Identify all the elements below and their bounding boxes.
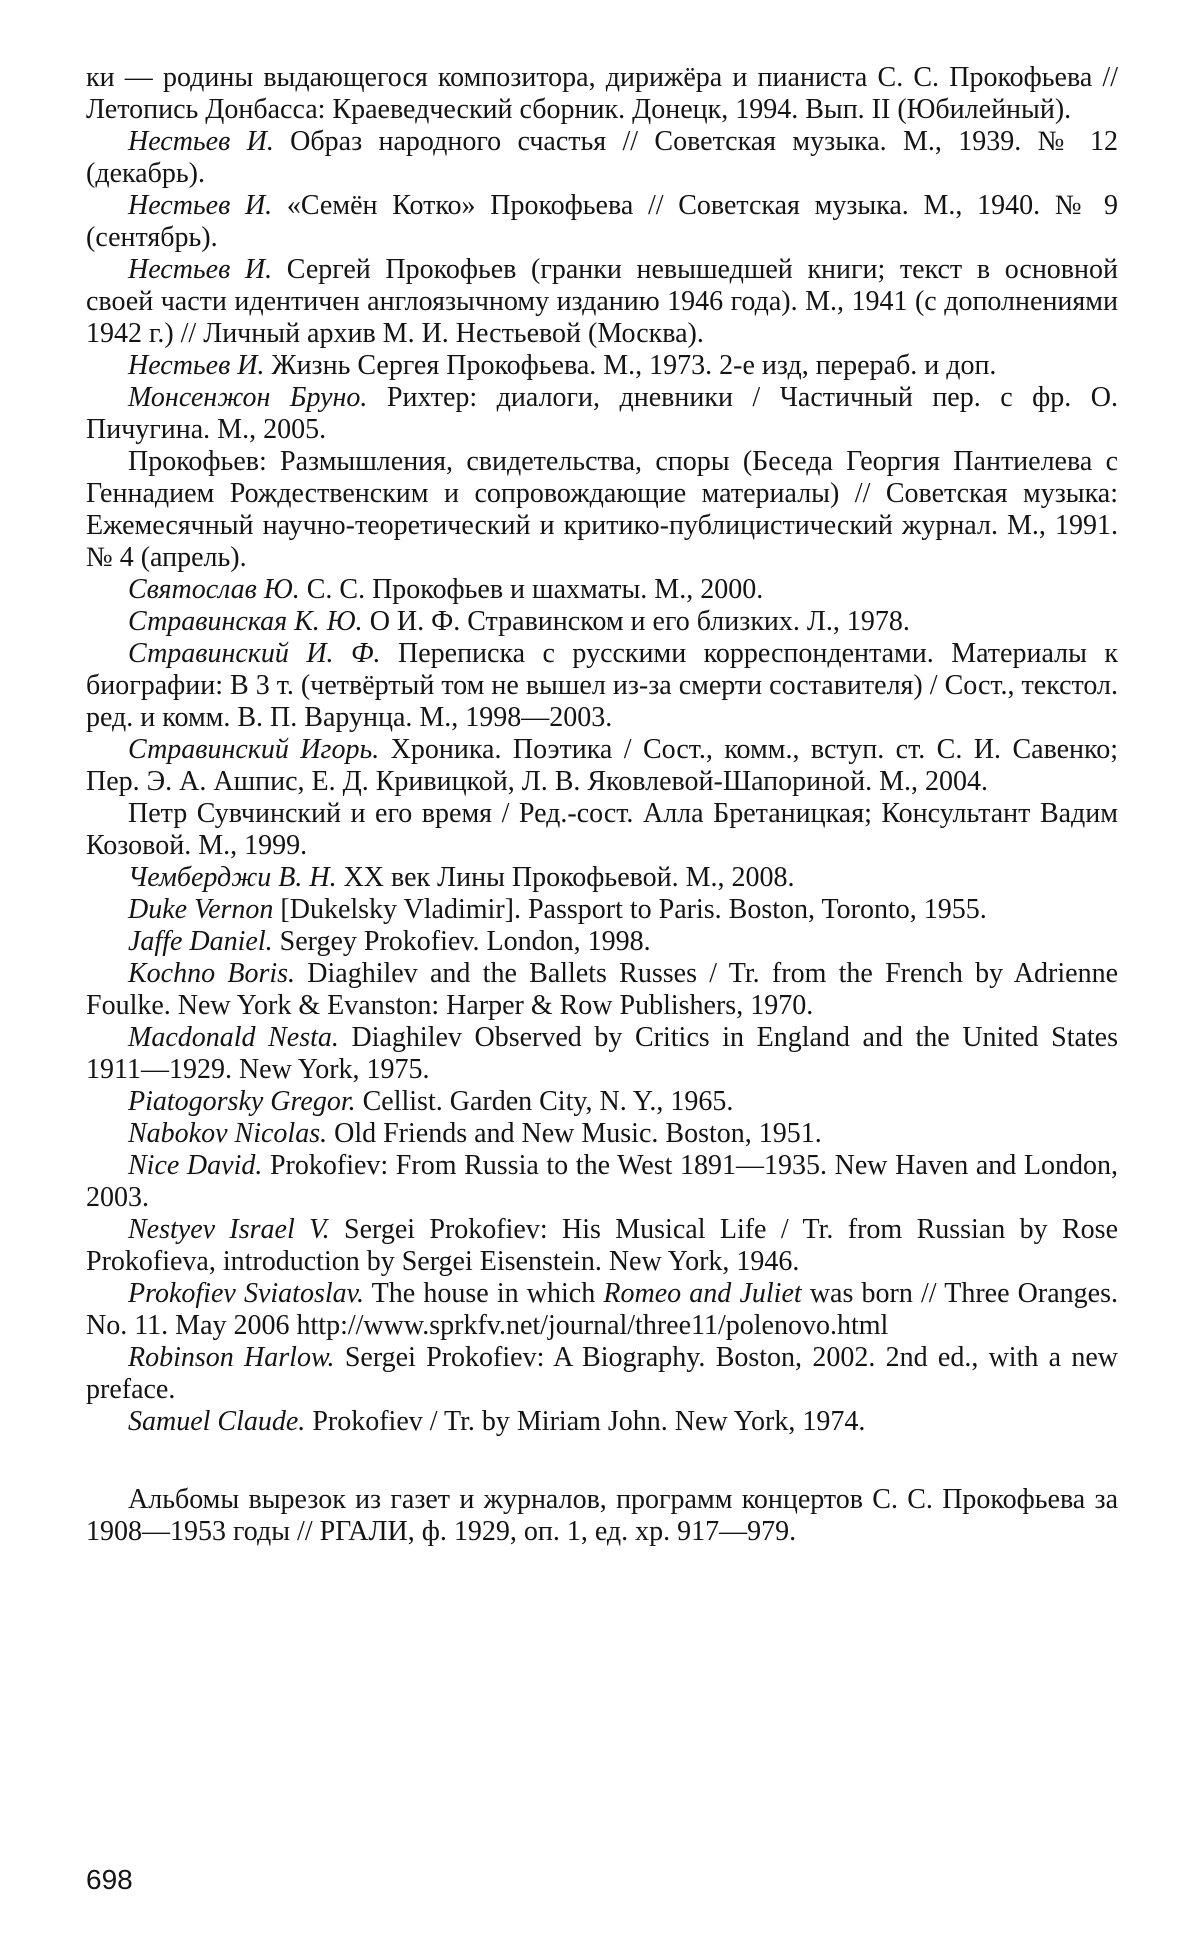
bibliography-entry: [86, 606, 1118, 638]
entry-author: Нестьев И.: [128, 350, 265, 381]
entry-text: [Dukelsky Vladimir]. Passport to Paris. Boston, Toronto, 1955.: [273, 894, 987, 925]
entry-author: Robinson Harlow.: [128, 1342, 335, 1373]
bibliography-entry: [86, 574, 1118, 606]
entry-author: Чемберджи В. Н.: [128, 862, 337, 893]
entry-text: Diaghilev Observed by Critics in England and the United States 1911—1929. New York, 1975.: [86, 1022, 1119, 1085]
entry-author: Prokofiev Sviatoslav.: [128, 1278, 364, 1309]
bibliography-entry: [86, 926, 1118, 958]
entry-author: Нестьев И.: [128, 254, 273, 285]
entry-text: Сергей Прокофьев (гранки невышедшей книги; текст в основной своей части идентичен англоязычному изданию 1946 года). М., 1941 (с дополнениями 1942 г.) // Личный архив М. И. Нестьевой (Москва).: [86, 254, 1118, 349]
entry-text: Жизнь Сергея Прокофьева. М., 1973. 2-е изд, перераб. и доп.: [264, 350, 997, 381]
bibliography-entry: [86, 1406, 1118, 1438]
bibliography-entry: [86, 62, 1118, 126]
entry-author: Nabokov Nicolas.: [128, 1118, 328, 1149]
entry-text: Prokofiev: From Russia to the West 1891—1935. New Haven and London, 2003.: [86, 1150, 1118, 1213]
entry-author: Kochno Boris.: [128, 958, 296, 989]
entry-text: Prokofiev / Tr. by Miriam John. New York, 1974.: [305, 1406, 866, 1437]
bibliography-entry: [86, 190, 1118, 254]
entry-author: Piatogorsky Gregor.: [128, 1086, 356, 1117]
entry-text: «Семён Котко» Прокофьева // Советская музыка. М., 1940. № 9 (сентябрь).: [86, 190, 1118, 253]
entry-author: Святослав Ю.: [128, 574, 300, 605]
bibliography-entry: [86, 1150, 1118, 1214]
entry-text: Переписка с русскими корреспондентами. Материалы к биографии: В 3 т. (четвёртый том не вышел из-за смерти составителя) / Сост., текстол. ред. и комм. В. П. Варунца. М., 1998—2003.: [86, 638, 1118, 733]
bibliography-entry: [86, 382, 1118, 446]
entry-author: Nice David.: [128, 1150, 263, 1181]
entry-text: Sergei Prokofiev: His Musical Life / Tr. from Russian by Rose Prokofieva, introduction by Sergei Eisenstein. New York, 1946.: [86, 1214, 1118, 1277]
entry-text: Петр Сувчинский и его время / Ред.-сост. Алла Бретаницкая; Консультант Вадим Козовой. М., 1999.: [86, 798, 1118, 861]
entry-author: Монсенжон Бруно.: [128, 382, 368, 413]
bibliography-entry: [86, 1214, 1118, 1278]
bibliography-entry: [86, 1022, 1118, 1086]
entry-author: Стравинский Игорь.: [128, 734, 380, 765]
entry-text: Прокофьев: Размышления, свидетельства, споры (Беседа Георгия Пантиелева с Геннадием Рождественским и сопровождающие материалы) // Советская музыка: Ежемесячный научно-теоретический и критико-публицистический журнал. М., 1991. № 4 (апрель).: [86, 446, 1118, 573]
archive-entry: Альбомы вырезок из газет и журналов, программ концертов С. С. Прокофьева за 1908—1953 годы // РГАЛИ, ф. 1929, оп. 1, ед. хр. 917—979.: [86, 1484, 1118, 1547]
bibliography-entry: [86, 1342, 1118, 1406]
entry-author: Samuel Claude.: [128, 1406, 306, 1437]
bibliography-entry: [86, 1118, 1118, 1150]
entry-text: XX век Лины Прокофьевой. М., 2008.: [336, 862, 795, 893]
bibliography-entry: [86, 638, 1118, 734]
bibliography-entry: [86, 798, 1118, 862]
bibliography-entry: [86, 1086, 1118, 1118]
entry-author: Jaffe Daniel.: [128, 926, 273, 957]
page-number: 698: [86, 1864, 133, 1895]
bibliography-entry: [86, 350, 1118, 382]
bibliography-page: [86, 62, 1118, 1548]
entry-title-italic: Romeo and Juliet: [603, 1278, 802, 1309]
entry-author: Nestyev Israel V.: [128, 1214, 330, 1245]
entry-text: ки — родины выдающегося композитора, дирижёра и пианиста С. С. Прокофьева // Летопись Донбасса: Краеведческий сборник. Донецк, 1994. Вып. II (Юбилейный).: [86, 62, 1118, 125]
bibliography-entry: [86, 862, 1118, 894]
entry-text: The house in which: [363, 1278, 604, 1309]
entry-author: Duke Vernon: [128, 894, 274, 925]
entry-author: Нестьев И.: [128, 190, 273, 221]
entry-text: Diaghilev and the Ballets Russes / Tr. from the French by Adrienne Foulke. New York & Evanston: Harper & Row Publishers, 1970.: [86, 958, 1118, 1021]
bibliography-entry: [86, 254, 1118, 350]
entry-text: О И. Ф. Стравинском и его близких. Л., 1978.: [362, 606, 910, 637]
entry-text: Old Friends and New Music. Boston, 1951.: [327, 1118, 822, 1149]
entry-text: Sergei Prokofiev: A Biography. Boston, 2002. 2nd ed., with a new preface.: [86, 1342, 1118, 1405]
bibliography-entry: [86, 734, 1118, 798]
bibliography-list: [86, 62, 1118, 1438]
bibliography-entry: [86, 1278, 1118, 1342]
entry-author: Стравинский И. Ф.: [128, 638, 381, 669]
entry-text: Образ народного счастья // Советская музыка. М., 1939. № 12 (декабрь).: [86, 126, 1118, 189]
bibliography-entry: [86, 894, 1118, 926]
entry-text-continued: was born // Three Oranges. No. 11. May 2006 http://www.sprkfv.net/journal/three11/polenovo.html: [86, 1278, 1118, 1341]
entry-text: Sergey Prokofiev. London, 1998.: [272, 926, 651, 957]
bibliography-entry: [86, 126, 1118, 190]
entry-author: Стравинская К. Ю.: [128, 606, 363, 637]
entry-text: С. С. Прокофьев и шахматы. М., 2000.: [299, 574, 764, 605]
entry-author: Нестьев И.: [128, 126, 274, 157]
entry-text: Рихтер: диалоги, дневники / Частичный пер. с фр. О. Пичугина. М., 2005.: [86, 382, 1118, 445]
entry-author: Macdonald Nesta.: [128, 1022, 339, 1053]
entry-text: Хроника. Поэтика / Сост., комм., вступ. ст. С. И. Савенко; Пер. Э. А. Ашпис, Е. Д. Кривицкой, Л. В. Яковлевой-Шапориной. М., 2004.: [86, 734, 1119, 797]
bibliography-entry: [86, 958, 1118, 1022]
bibliography-entry: [86, 446, 1118, 574]
entry-text: Cellist. Garden City, N. Y., 1965.: [355, 1086, 734, 1117]
